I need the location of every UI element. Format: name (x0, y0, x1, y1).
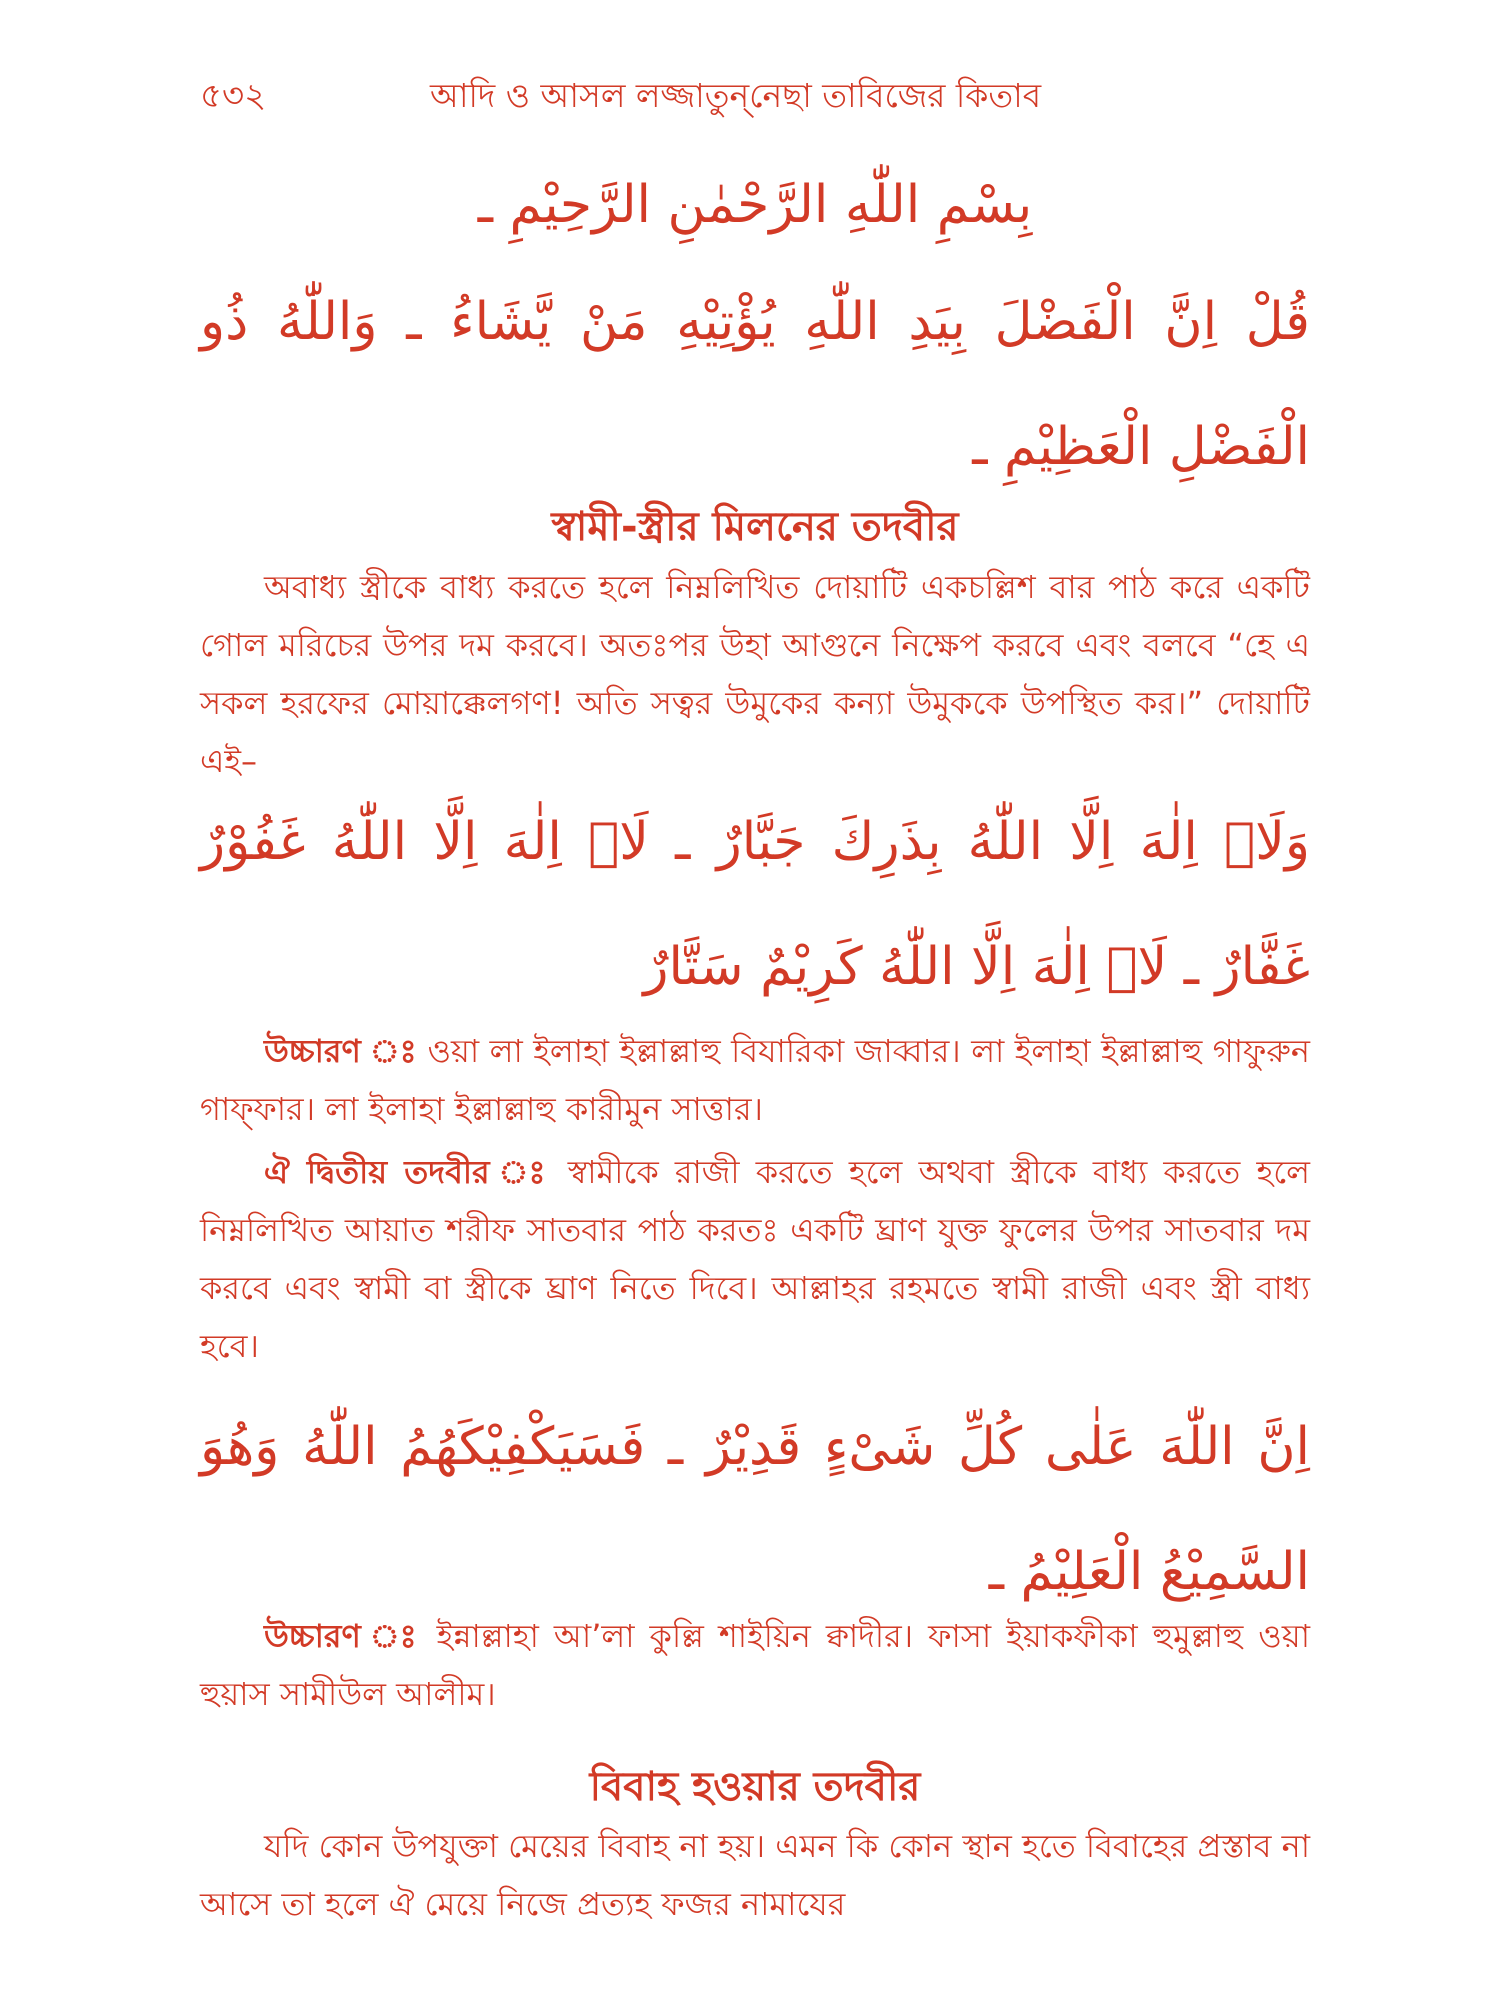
pronunciation-reconciliation (200, 1022, 1310, 1138)
ayah-fadl: قُلْ اِنَّ الْفَضْلَ بِيَدِ اللّٰهِ يُؤْتِيْهِ مَنْ يَّشَاءُ ـ وَاللّٰهُ ذُو الْفَضْلِ الْعَظِيْمِ ـ (200, 292, 1310, 477)
second-remedy (200, 1143, 1310, 1375)
bismillah: بِسْمِ اللّٰهِ الرَّحْمٰنِ الرَّحِيْمِ ـ (477, 175, 1033, 235)
pronunciation-text: ইন্নাল্লাহা আ’লা কুল্লি শাইয়িন ক্বাদীর। ফাসা ইয়াকফীকা হুমুল্লাহু ওয়া হুয়াস সামীউল আলীম। (200, 1617, 1310, 1713)
pronunciation-second (200, 1607, 1310, 1723)
page-number: ৫৩২ (200, 76, 267, 116)
pronunciation-label: উচ্চারণ ঃ (264, 1032, 418, 1070)
section-body-marriage: যদি কোন উপযুক্তা মেয়ের বিবাহ না হয়। এমন কি কোন স্থান হতে বিবাহের প্রস্তাব না আসে তা হলে ঐ মেয়ে নিজে প্রত্যহ ফজর নামাযের (200, 1827, 1310, 1923)
section-title-marriage: বিবাহ হওয়ার তদবীর (589, 1764, 921, 1810)
running-title: আদি ও আসল লজ্জাতুন্‌নেছা তাবিজের কিতাব (430, 76, 1042, 115)
second-remedy-label: ঐ দ্বিতীয় তদবীর ঃ (264, 1153, 552, 1191)
ayah-qadir: اِنَّ اللّٰهَ عَلٰى كُلِّ شَىْءٍ قَدِيْرٌ ـ فَسَيَكْفِيْكَهُمُ اللّٰهُ وَهُوَ السَّمِيْعُ الْعَلِيْمُ ـ (200, 1417, 1310, 1602)
second-remedy-text: স্বামীকে রাজী করতে হলে অথবা স্ত্রীকে বাধ্য করতে হলে নিম্নলিখিত আয়াত শরীফ সাতবার পাঠ করতঃ একটি ঘ্রাণ যুক্ত ফুলের উপর সাতবার দম করবে এবং স্বামী বা স্ত্রীকে ঘ্রাণ নিতে দিবে। আল্লাহর রহমতে স্বামী রাজী এবং স্ত্রী বাধ্য হবে। (200, 1153, 1311, 1365)
section-body-reconciliation: অবাধ্য স্ত্রীকে বাধ্য করতে হলে নিম্নলিখিত দোয়াটি একচল্লিশ বার পাঠ করে একটি গোল মরিচের উপর দম করবে। অতঃপর উহা আগুনে নিক্ষেপ করবে এবং বলবে “হে এ সকল হরফের মোয়াক্কেলগণ! অতি সত্বর উমুকের কন্যা উমুককে উপস্থিত কর।” দোয়াটি এই– (200, 568, 1310, 780)
dua-reconciliation: وَلَاۤ اِلٰهَ اِلَّا اللّٰهُ بِذَرِكَ جَبَّارٌ ـ لَاۤ اِلٰهَ اِلَّا اللّٰهُ غَفُوْرٌ غَفَّارٌ ـ لَاۤ اِلٰهَ اِلَّا اللّٰهُ كَرِيْمٌ سَتَّارٌ (200, 812, 1310, 997)
pronunciation-text: ওয়া লা ইলাহা ইল্লাল্লাহু বিযারিকা জাব্বার। লা ইলাহা ইল্লাল্লাহু গাফুরুন গাফ্‌ফার। লা ইলাহা ইল্লাল্লাহু কারীমুন সাত্তার। (200, 1032, 1311, 1128)
pronunciation-label: উচ্চারণ ঃ (264, 1617, 422, 1655)
section-title-reconciliation: স্বামী-স্ত্রীর মিলনের তদবীর (551, 504, 959, 550)
page-header (200, 70, 1300, 118)
